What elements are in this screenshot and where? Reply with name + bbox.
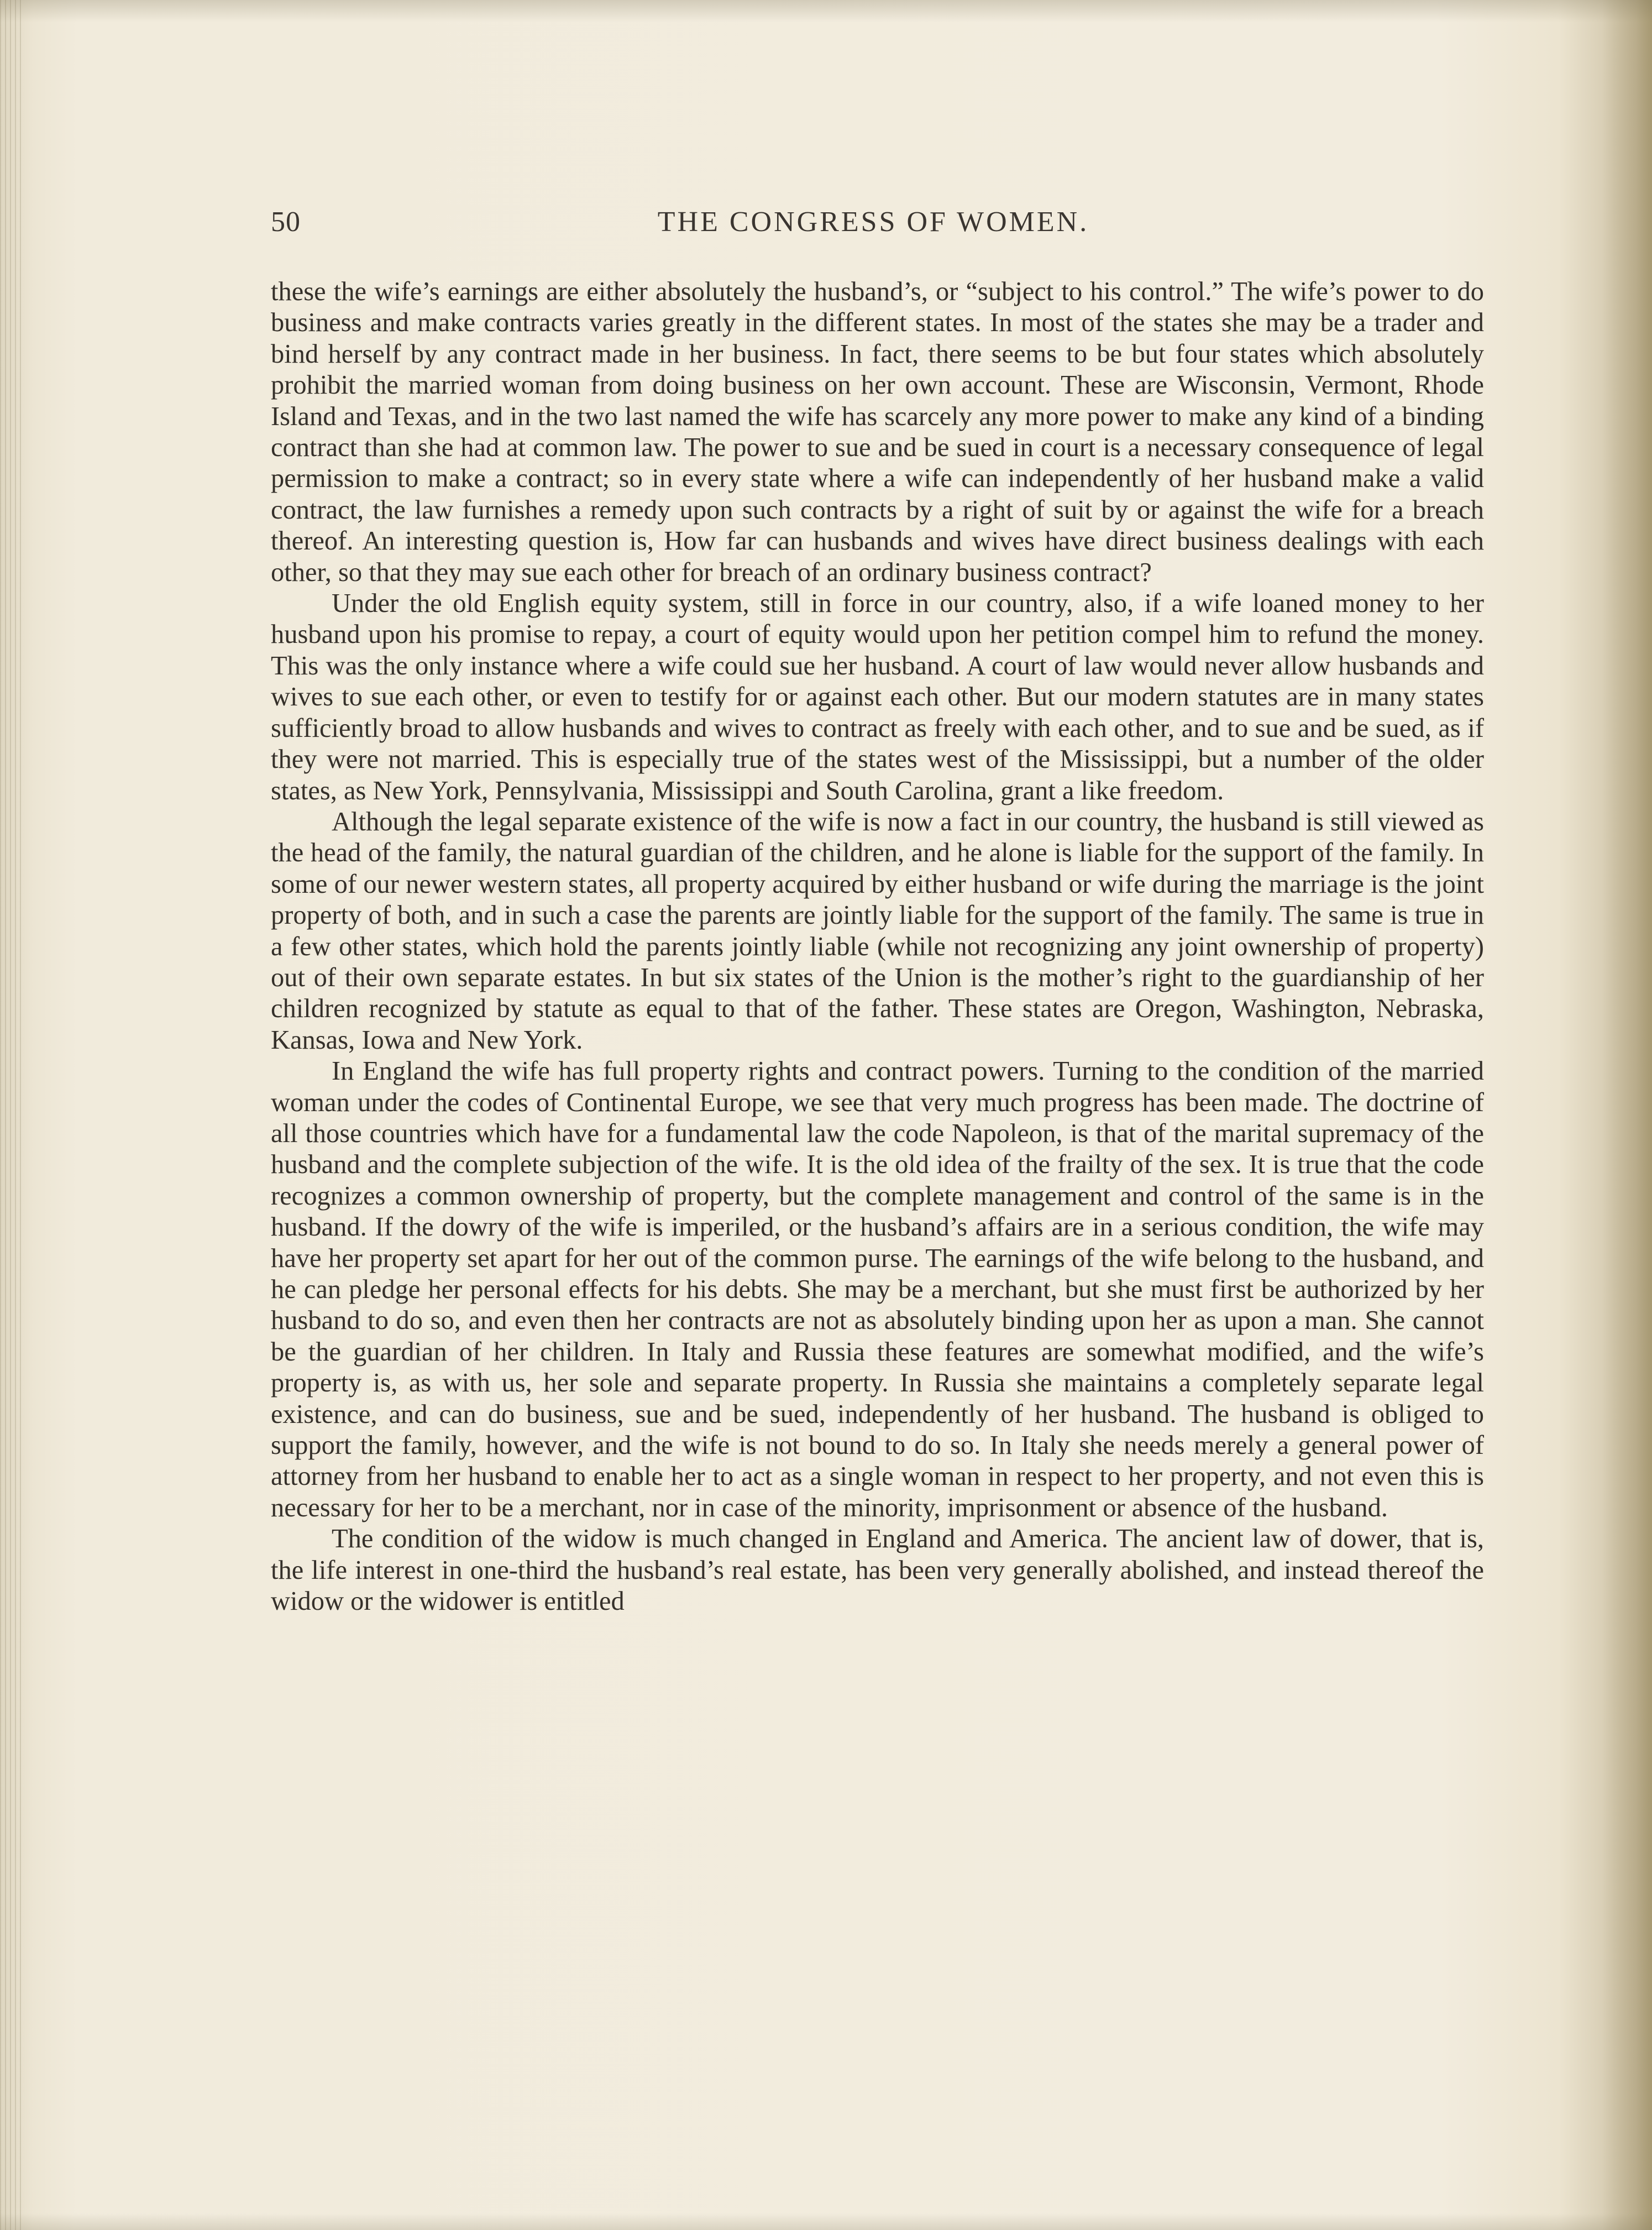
- paragraph: Although the legal separate existence of the wife is now a fact in our country, the husband is still viewed as the head of the family, the natural guardian of the children, and he alone is liable for the support of the family. In some of our newer western states, all property acquired by either husband or wife during the marriage is the joint property of both, and in such a case the parents are jointly liable for the support of the family. The same is true in a few other states, which hold the parents jointly liable (while not recognizing any joint ownership of property) out of their own separate estates. In but six states of the Union is the mother’s right to the guardianship of her children recognized by statute as equal to that of the father. These states are Oregon, Washington, Nebraska, Kansas, Iowa and New York.: [271, 807, 1484, 1055]
- paragraph: Under the old English equity system, still in force in our country, also, if a wife loaned money to her husband upon his promise to repay, a court of equity would upon her petition compel him to refund the money. This was the only instance where a wife could sue her husband. A court of law would never allow husbands and wives to sue each other, or even to testify for or against each other. But our modern statutes are in many states sufficiently broad to allow husbands and wives to contract as freely with each other, and to sue and be sued, as if they were not married. This is especially true of the states west of the Mississippi, but a number of the older states, as New York, Pennsylvania, Mississippi and South Carolina, grant a like freedom.: [271, 589, 1484, 805]
- binding-edge: [0, 0, 22, 2230]
- page-number: 50: [271, 206, 301, 238]
- running-header: [271, 206, 1481, 245]
- paragraph: In England the wife has full property rights and contract powers. Turning to the condition of the married woman under the codes of Continental Europe, we see that very much progress has been made. The doctrine of all those countries which have for a fundamental law the code Napoleon, is that of the marital supremacy of the husband and the complete subjection of the wife. It is the old idea of the frailty of the sex. It is true that the code recognizes a common ownership of property, but the complete management and control of the same is in the husband. If the dowry of the wife is imperiled, or the husband’s affairs are in a serious condition, the wife may have her property set apart for her out of the common purse. The earnings of the wife belong to the husband, and he can pledge her personal effects for his debts. She may be a merchant, but she must first be authorized by her husband to do so, and even then her contracts are not as absolutely binding upon her as upon a man. She cannot be the guardian of her children. In Italy and Russia these features are somewhat modified, and the wife’s property is, as with us, her sole and separate property. In Russia she maintains a completely separate legal existence, and can do business, sue and be sued, independently of her husband. The husband is obliged to support the family, however, and the wife is not bound to do so. In Italy she needs merely a general power of attorney from her husband to enable her to act as a single woman in respect to her property, and not even this is necessary for her to be a merchant, nor in case of the minority, imprisonment or absence of the husband.: [271, 1056, 1484, 1522]
- bottom-shadow: [0, 2213, 1652, 2230]
- body-text: [271, 276, 1484, 1617]
- paragraph: The condition of the widow is much changed in England and America. The ancient law of dower, that is, the life interest in one-third the husband’s real estate, has been very generally abolished, and instead thereof the widow or the widower is entitled: [271, 1524, 1484, 1616]
- paragraph: these the wife’s earnings are either absolutely the husband’s, or “subject to his control.” The wife’s power to do business and make contracts varies greatly in the different states. In most of the states she may be a trader and bind herself by any contract made in her business. In fact, there seems to be but four states which absolutely prohibit the married woman from doing business on her own account. These are Wisconsin, Vermont, Rhode Island and Texas, and in the two last named the wife has scarcely any more power to make any kind of a binding contract than she had at common law. The power to sue and be sued in court is a necessary consequence of legal permission to make a contract; so in every state where a wife can independently of her husband make a valid contract, the law furnishes a remedy upon such contracts by a right of suit by or against the wife for a breach thereof. An interesting question is, How far can husbands and wives have direct business dealings with each other, so that they may sue each other for breach of an ordinary business contract?: [271, 277, 1484, 587]
- running-title: THE CONGRESS OF WOMEN.: [657, 206, 1089, 238]
- top-shadow: [0, 0, 1652, 22]
- page-edge-shadow: [1602, 0, 1652, 2230]
